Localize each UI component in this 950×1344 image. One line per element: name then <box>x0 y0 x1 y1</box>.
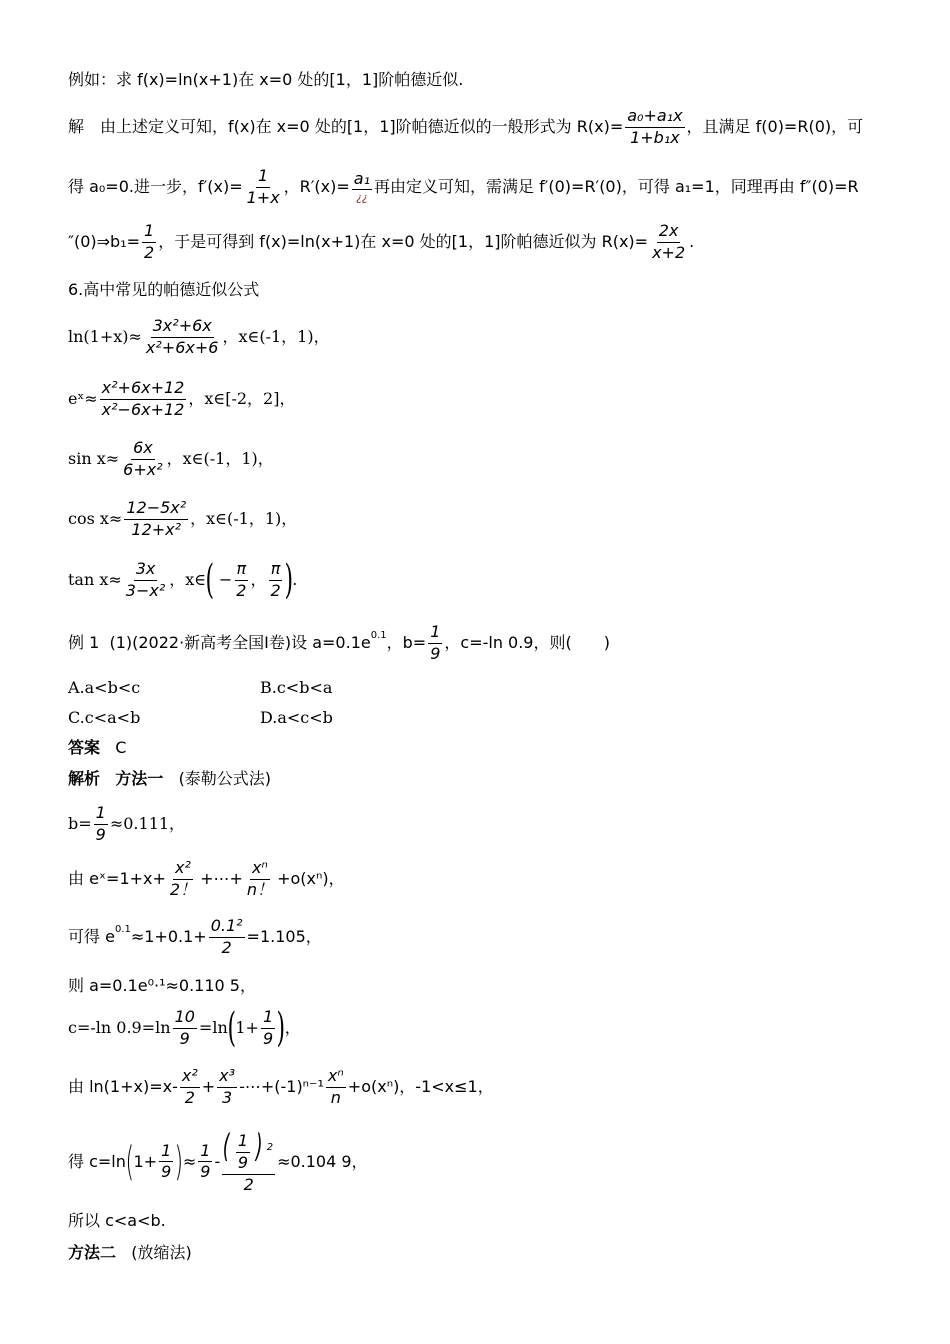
step-exp-series: 由 eˣ=1+x+ $\frac{\text{x²}}{2!}$ +⋯+ $\frac{\text{xⁿ}}{n!}$ +o(xⁿ)， <box>68 858 345 899</box>
ln-term-2: $\frac{\text{x²}}{2}$ <box>181 1066 198 1107</box>
formula-ln: ln(1+x)≈ $\frac{\text{3x²+6x}}{\text{x²+6x+6}}$ ，x∈(-1，1)， <box>68 316 330 357</box>
example1-stem: 例 1 (1)(2022·新高考全国Ⅰ卷)设 a=0.1e 0.1 ，b= $\frac{1}{9}$ ，c=-ln 0.9，则( ) <box>68 622 610 663</box>
formula-cos: cos x≈ $\frac{\text{12−5x²}}{\text{12+x²}}$ ，x∈(-1，1)， <box>68 498 298 539</box>
option-c: C.c<a<b <box>68 708 141 727</box>
analysis-line: 解析 方法一 (泰勒公式法) <box>68 769 272 788</box>
step-c-rewrite: c=-ln 0.9=ln $\frac{10}{9}$ =ln ( 1+ $\frac{1}{9}$ ) ， <box>68 1005 301 1051</box>
solution-line-1: 解 由上述定义可知，f(x)在 x=0 处的[1，1]阶帕德近似的一般形式为 R(x)= $\frac{\text{a₀+a₁x}}{\text{1+b₁x}}$ ，且满足 f(0)=R(0)，可 <box>68 106 864 147</box>
fraction-f-prime: $\frac{1}{1+x}$ <box>246 166 280 207</box>
step-exp-value: 可得 e 0.1 ≈1+0.1+ $\frac{\text{0.1²}}{2}$ =1.105， <box>68 916 322 957</box>
step-b-value: b= $\frac{1}{9}$ ≈0.111， <box>68 803 186 844</box>
step-a-value: 则 a=0.1e⁰·¹≈0.110 5， <box>68 976 256 995</box>
step5-inner-fraction: $\frac{1}{9}$ <box>262 1006 274 1048</box>
step7-square-fraction: $\frac{1}{9}$ <box>237 1131 249 1172</box>
series-term-n: $\frac{\text{xⁿ}}{n!}$ <box>246 858 274 899</box>
fraction-padé-general: $\frac{\text{a₀+a₁x}}{\text{1+b₁x}}$ <box>627 106 683 147</box>
formula-cos-fraction: $\frac{\text{12−5x²}}{\text{12+x²}}$ <box>126 498 187 539</box>
step7-big-fraction: ( $\frac{1}{9}$ ) $^2$ 2 <box>223 1127 274 1194</box>
minus-sign: − <box>213 570 233 589</box>
comma: ， <box>250 570 267 589</box>
step-ln-series: 由 ln(1+x)=x- $\frac{\text{x²}}{2}$ + $\frac{\text{x³}}{3}$ -⋯+(-1)ⁿ⁻¹ $\frac{\text{xⁿ}}{n}$ +o(xⁿ)，-1<x≤1， <box>68 1066 494 1107</box>
b-fraction: $\frac{1}{9}$ <box>430 622 441 663</box>
formula-exp-fraction: $\frac{\text{x²+6x+12}}{\text{x²−6x+12}}$ <box>101 378 185 419</box>
step5-fraction: $\frac{10}{9}$ <box>174 1006 195 1048</box>
left-paren: ( <box>205 557 215 603</box>
right-paren: ) <box>174 1138 184 1185</box>
formula-sin-fraction: $\frac{6x}{\text{6+x²}}$ <box>123 438 163 479</box>
domain-right-fraction: $\frac{\pi}{2}$ <box>270 558 281 600</box>
method2-line: 方法二 (放缩法) <box>68 1243 192 1262</box>
right-paren: ) <box>276 1005 286 1051</box>
solution-line-2: 得 a₀=0.进一步，f′(x)= $\frac{1}{1+x}$ ，R′(x)= $\frac{\text{a₁}}{¿¿}$ 再由定义可知，需满足 f′(0)=R′(0)，可得 a₁=1，同理再由 f″(0)=R <box>68 166 859 207</box>
ln-term-n: $\frac{\text{xⁿ}}{n}$ <box>327 1066 344 1107</box>
left-paren: ( <box>227 1005 236 1051</box>
formula-tan: tan x≈ $\frac{3x}{\text{3−x²}}$ ，x∈ ( − $\frac{\pi}{2}$ ， $\frac{\pi}{2}$ ) . <box>68 557 298 603</box>
step7-fraction: $\frac{1}{9}$ <box>200 1140 211 1182</box>
fraction-r-prime: $\frac{\text{a₁}}{¿¿}$ <box>353 168 371 205</box>
step-c-value: 得 c=ln ( 1+ $\frac{1}{9}$ ) ≈ $\frac{1}{9}$ - ( $\frac{1}{9}$ ) $^2$ 2 ≈0.104 9， <box>68 1127 368 1194</box>
step3-fraction: $\frac{\text{0.1²}}{2}$ <box>210 916 243 957</box>
step-conclusion: 所以 c<a<b. <box>68 1211 166 1230</box>
formula-sin: sin x≈ $\frac{6x}{\text{6+x²}}$ ，x∈(-1，1)， <box>68 438 274 479</box>
solution-line-3: ″(0)⇒b₁= $\frac{1}{2}$ ，于是可得到 f(x)=ln(x+1)在 x=0 处的[1，1]阶帕德近似为 R(x)= $\frac{2x}{x+2}$ . <box>68 221 695 262</box>
answer-line: 答案 C <box>68 738 127 757</box>
step1-fraction: $\frac{1}{9}$ <box>95 803 106 844</box>
formula-exp: eˣ≈ $\frac{\text{x²+6x+12}}{\text{x²−6x+12}}$ ，x∈[-2，2]， <box>68 378 296 419</box>
option-a: A.a<b<c <box>68 678 141 697</box>
option-d: D.a<c<b <box>260 708 333 727</box>
section-title: 6.高中常见的帕德近似公式 <box>68 280 260 299</box>
ln-term-3: $\frac{\text{x³}}{3}$ <box>219 1066 236 1107</box>
fraction-b1: $\frac{1}{2}$ <box>144 221 155 262</box>
example-intro: 例如：求 f(x)=ln(x+1)在 x=0 处的[1，1]阶帕德近似. <box>68 70 464 89</box>
domain-left-fraction: $\frac{\pi}{2}$ <box>236 558 247 600</box>
left-paren: ( <box>125 1138 134 1185</box>
option-b: B.c<b<a <box>260 678 333 697</box>
formula-tan-fraction: $\frac{3x}{\text{3−x²}}$ <box>125 558 166 600</box>
right-paren: ) <box>284 557 293 603</box>
series-term-1: $\frac{\text{x²}}{2!}$ <box>169 858 197 899</box>
step7-inner-fraction: $\frac{1}{9}$ <box>161 1140 172 1182</box>
fraction-r-result: $\frac{2x}{x+2}$ <box>652 221 686 262</box>
formula-ln-fraction: $\frac{\text{3x²+6x}}{\text{x²+6x+6}}$ <box>145 316 219 357</box>
